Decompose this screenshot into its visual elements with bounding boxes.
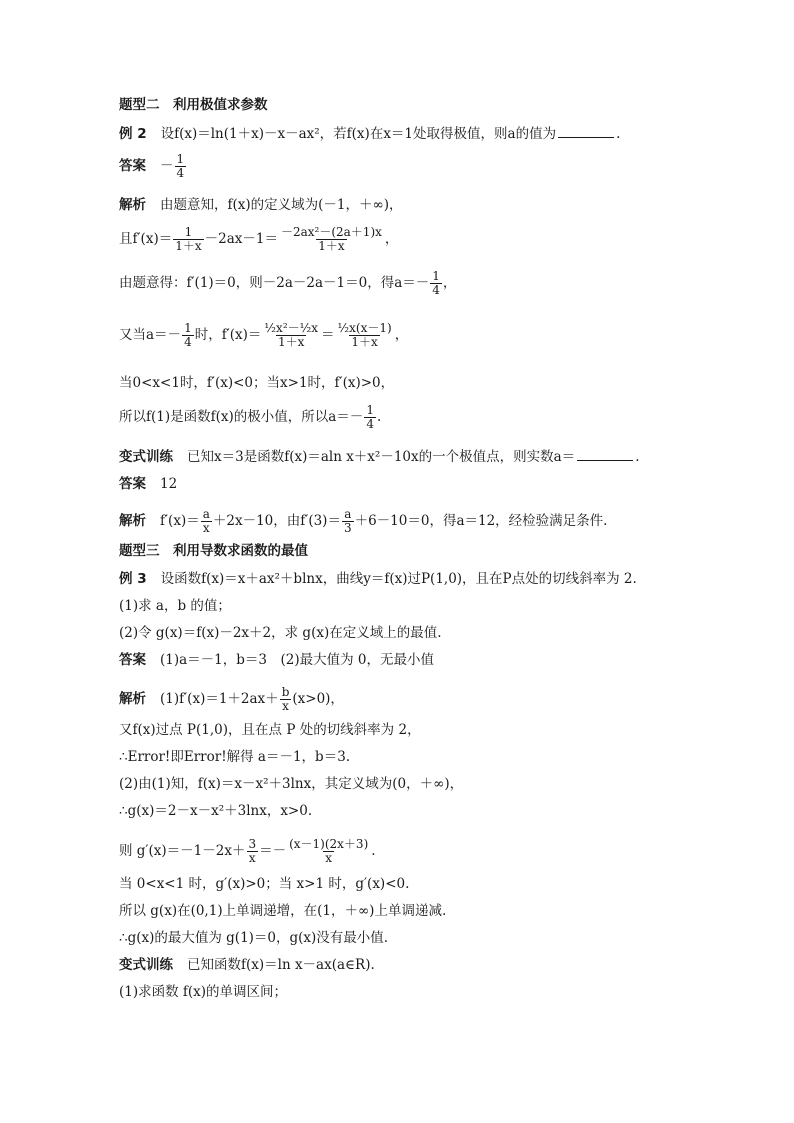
fraction: $\frac{1}{4}$ (184, 321, 192, 349)
variant1-label: 变式训练 (119, 449, 173, 465)
fraction: $\frac{\text{½x²－½x}}{1+x}$ (264, 321, 319, 349)
example3-q1: (1)求 a，b 的值； (119, 598, 231, 614)
example3-analysis-6: 则 g′(x)＝－1－2x＋ $\frac{3}{x}$ ＝－ $\frac{(x-1)(2x+3)}{x}$ . (119, 837, 376, 865)
fraction: $\frac{1}{4}$ (366, 403, 374, 431)
answer-blank (558, 125, 614, 138)
fraction: $\frac{a}{x}$ (202, 507, 210, 535)
example3-line: 例 3 设函数f(x)＝x＋ax²＋blnx，曲线y＝f(x)过P(1,0)，且在P点处的切线斜率为 2. (119, 571, 637, 587)
fraction: $\frac{1}{1+x}$ (175, 225, 202, 253)
variant2-q1: (1)求函数 f(x)的单调区间； (119, 984, 288, 1000)
fraction: $\frac{a}{3}$ (343, 507, 352, 535)
fraction: $\frac{1}{4}$ (432, 269, 440, 297)
fraction: $\frac{\text{－2ax²－(2a＋1)x}}{1+x}$ (280, 225, 382, 253)
variant2-label: 变式训练 (119, 957, 173, 973)
analysis-line-2: 且f′(x)＝ $\frac{1}{1+x}$ －2ax－1＝ $\frac{\text{－2ax²－(2a＋1)x}}{1+x}$ ， (119, 225, 399, 253)
example3-analysis-3: ∴Error!即Error!解得 a＝－1，b＝3. (119, 749, 351, 765)
example3-analysis-8: 所以 g(x)在(0,1)上单调递增，在(1，＋∞)上单调递减. (119, 903, 447, 919)
example2-line: 例 2 设f(x)＝ln(1＋x)－x－ax²，若f(x)在x＝1处取得极值，则a的值为 . (119, 126, 621, 142)
fraction: $\frac{1}{4}$ (176, 152, 185, 180)
example3-analysis-9: ∴g(x)的最大值为 g(1)＝0，g(x)没有最小值. (119, 930, 389, 946)
example2-answer: 答案 － $\frac{1}{4}$ (119, 152, 185, 180)
example3-analysis-7: 当 0<x<1 时，g′(x)>0；当 x>1 时，g′(x)<0. (119, 876, 410, 892)
analysis-line-3: 由题意得：f′(1)＝0，则－2a－2a－1＝0，得a＝－ $\frac{1}{4}$ ， (119, 269, 457, 297)
example3-answer: 答案 (1)a＝－1，b＝3 (2)最大值为 0，无最小值 (119, 652, 434, 668)
variant1-analysis: 解析 f′(x)＝ $\frac{a}{x}$ ＋2x－10，由f′(3)＝ $\frac{a}{3}$ ＋6－10＝0，得a＝12，经检验满足条件. (119, 507, 608, 535)
analysis-line-4: 又当a＝－ $\frac{1}{4}$ 时，f′(x)＝ $\frac{\text{½x²－½x}}{1+x}$ ＝ $\frac{\text{½x(x－1)}}{1+x}$ ， (119, 321, 409, 349)
answer-blank (577, 448, 633, 461)
fraction: $\frac{3}{x}$ (248, 837, 257, 865)
fraction: $\frac{b}{x}$ (281, 685, 290, 713)
example3-analysis-2: 又f(x)过点 P(1,0)，且在点 P 处的切线斜率为 2， (119, 722, 421, 738)
section3-heading: 题型三 利用导数求函数的最值 (119, 543, 308, 559)
example3-label: 例 3 (119, 571, 147, 587)
example3-q2: (2)令 g(x)＝f(x)－2x＋2，求 g(x)在定义域上的最值. (119, 625, 442, 641)
analysis-line-1: 解析 由题意知，f(x)的定义域为(－1，＋∞)， (119, 197, 403, 213)
example2-label: 例 2 (119, 126, 147, 142)
fraction: $\frac{\text{½x(x－1)}}{1+x}$ (337, 321, 392, 349)
example3-analysis-4: (2)由(1)知，f(x)＝x－x²＋3lnx，其定义域为(0，＋∞)， (119, 776, 464, 792)
analysis-line-5: 当0<x<1时，f′(x)<0；当x>1时，f′(x)>0， (119, 375, 395, 391)
variant2-line: 变式训练 已知函数f(x)＝ln x－ax(a∈R). (119, 957, 375, 973)
variant1-answer: 答案 12 (119, 476, 178, 492)
example3-analysis-5: ∴g(x)＝2－x－x²＋3lnx，x>0. (119, 803, 313, 819)
variant1-line: 变式训练 已知x＝3是函数f(x)＝aln x＋x²－10x的一个极值点，则实数a＝ . (119, 449, 640, 465)
analysis-label: 解析 (119, 197, 146, 213)
fraction: $\frac{(x-1)(2x+3)}{x}$ (289, 837, 369, 865)
section2-heading: 题型二 利用极值求参数 (119, 97, 268, 113)
answer-label: 答案 (119, 158, 146, 174)
analysis-line-6: 所以f(1)是函数f(x)的极小值，所以a＝－ $\frac{1}{4}$ . (119, 403, 382, 431)
example2-text: 设f(x)＝ln(1＋x)－x－ax²，若f(x)在x＝1处取得极值，则a的值为 (160, 126, 557, 142)
example3-analysis-1: 解析 (1)f′(x)＝1＋2ax＋ $\frac{b}{x}$ (x>0)， (119, 685, 344, 713)
